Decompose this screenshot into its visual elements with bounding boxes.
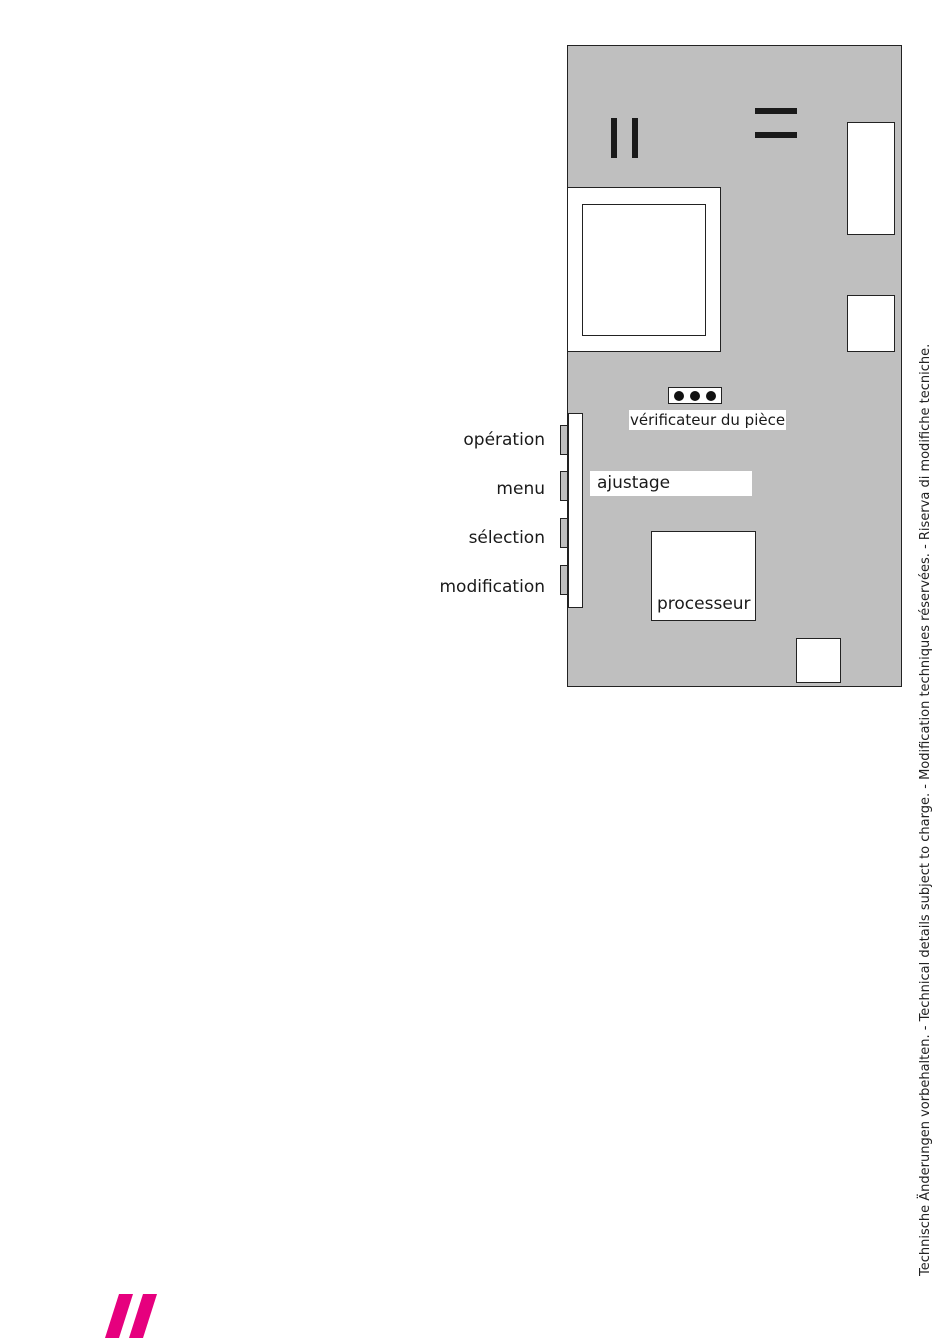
jumper-dot-3 — [706, 391, 716, 401]
label-operation: opération — [463, 430, 545, 450]
display-screen — [582, 204, 706, 336]
vertical-bar-right — [632, 118, 638, 158]
connector-block-large — [847, 122, 895, 235]
label-selection: sélection — [468, 528, 545, 548]
processor-label: processeur — [657, 594, 751, 614]
horizontal-bar-top — [755, 108, 797, 114]
bottom-connector-block — [796, 638, 841, 683]
circuit-board — [567, 45, 902, 687]
jumper-dot-1 — [674, 391, 684, 401]
label-menu: menu — [496, 479, 545, 499]
brand-logo-icon — [105, 1294, 165, 1338]
adjust-label: ajustage — [590, 471, 752, 496]
vertical-bar-left — [611, 118, 617, 158]
display-module — [567, 187, 721, 352]
horizontal-bar-bottom — [755, 132, 797, 138]
processor-chip — [651, 531, 756, 621]
button-strip — [568, 413, 583, 608]
checker-label: vérificateur du pièce — [630, 411, 786, 429]
label-modification: modification — [439, 577, 545, 597]
technical-note: Technische Änderungen vorbehalten. - Technical details subject to charge. - Modification techniques réservées. - Riserva di modifiche tecniche. — [918, 343, 933, 1276]
jumper-connector — [668, 387, 722, 404]
connector-block-small — [847, 295, 895, 352]
jumper-dot-2 — [690, 391, 700, 401]
